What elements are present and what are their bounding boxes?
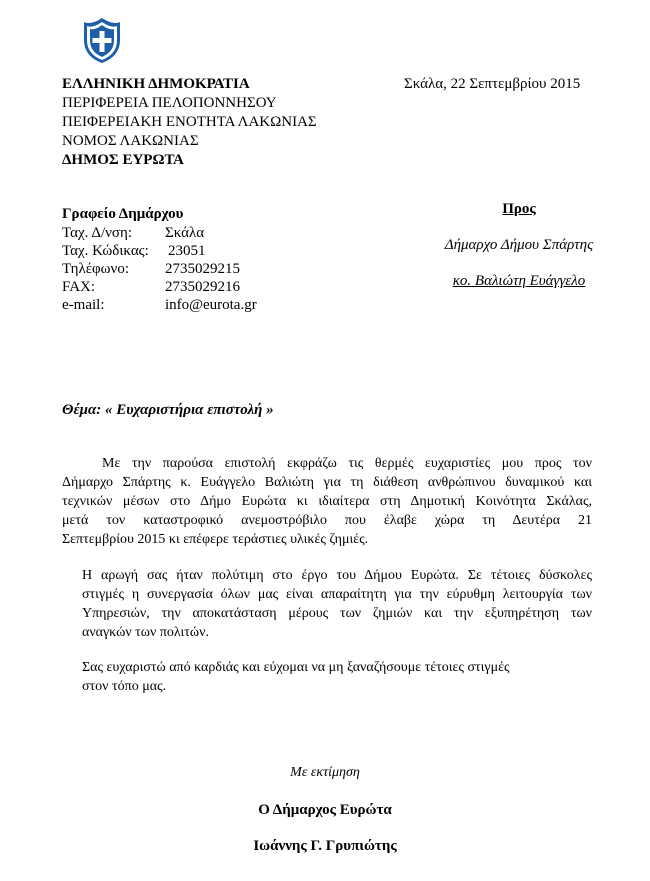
contact-label: FAX:	[62, 279, 96, 295]
contact-label: e-mail:	[62, 297, 105, 313]
contact-row	[62, 224, 205, 242]
contact-value: Σκάλα	[165, 225, 205, 241]
header-regional-unit: ΠΕΙΦΕΡΕΙΑΚΗ ΕΝΟΤΗΤΑ ΛΑΚΩΝΙΑΣ	[62, 114, 317, 130]
body-line: στιγμές η συνεργασία όλων μας είναι απαραίτητη για την εύρυθμη λειτουργία των	[82, 587, 592, 602]
body-paragraph-1	[62, 454, 592, 549]
contact-value: 23051	[168, 243, 206, 259]
body-line: Με την παρούσα επιστολή εκφράζω τις θερμές ευχαριστίες μου προς τον	[102, 456, 592, 471]
contact-row	[62, 278, 240, 296]
body-line: Δήμαρχο Σπάρτης κ. Ευάγγελο Βαλιώτη για τη διάθεση ανθρώπινου δυναμικού και	[62, 475, 592, 490]
body-paragraph-3	[62, 658, 592, 696]
contact-label: Ταχ. Κώδικας:	[62, 243, 149, 259]
recipient-heading: Προς	[502, 201, 536, 217]
contact-row	[62, 296, 257, 314]
body-line: τεχνικών μέσων στο Δήμο Ευρώτα κι ιδιαίτερα στη Δημοτική Κοινότητα Σκάλας,	[62, 494, 592, 509]
body-line: στον τόπο μας.	[82, 679, 167, 694]
contact-value: info@eurota.gr	[165, 297, 257, 313]
body-line: Σεπτεμβρίου 2015 κι επέφερε τεράστιες υλικές ζημιές.	[62, 532, 369, 547]
closing-signatory-name	[0, 837, 650, 856]
header-region: ΠΕΡΙΦΕΡΕΙΑ ΠΕΛΟΠΟΝΝΗΣΟΥ	[62, 95, 277, 111]
recipient-name: κο. Βαλιώτη Ευάγγελο	[452, 273, 586, 289]
body-line: Σας ευχαριστώ από καρδιάς και εύχομαι να μη ξαναζήσουμε τέτοιες στιγμές	[82, 660, 510, 675]
signatory-role-text: Ο Δήμαρχος Ευρώτα	[258, 802, 392, 818]
contact-label: Τηλέφωνο:	[62, 261, 130, 277]
signatory-name-text: Ιωάννης Γ. Γρυπιώτης	[253, 838, 397, 854]
closing-regards-text: Με εκτίμηση	[290, 765, 360, 780]
contact-row	[62, 242, 206, 260]
letter-subject: Θέμα: « Ευχαριστήρια επιστολή »	[62, 402, 274, 418]
contact-label: Ταχ. Δ/νση:	[62, 225, 133, 241]
body-line: Υπηρεσιών, την αποκατάσταση μέρους των ζημιών και την εξυπηρέτηση των	[82, 606, 592, 621]
header-republic: ΕΛΛΗΝΙΚΗ ΔΗΜΟΚΡΑΤΙΑ	[62, 76, 250, 92]
closing-signatory-role	[0, 801, 650, 820]
body-paragraph-2	[62, 566, 592, 642]
body-line: μετά τον καταστροφικό ανεμοστρόβιλο που έλαβε χώρα τη Δευτέρα 21	[62, 513, 592, 528]
issuer-header	[62, 75, 317, 170]
header-prefecture: ΝΟΜΟΣ ΛΑΚΩΝΙΑΣ	[62, 133, 199, 149]
header-municipality: ΔΗΜΟΣ ΕΥΡΩΤΑ	[62, 152, 184, 168]
letter-date: Σκάλα, 22 Σεπτεμβρίου 2015	[404, 76, 581, 92]
closing-regards	[0, 764, 650, 782]
recipient-block	[420, 200, 618, 291]
body-line: αναγκών των πολιτών.	[82, 625, 209, 640]
greek-crest-icon	[76, 14, 128, 66]
contact-value: 2735029215	[165, 261, 240, 277]
contact-value: 2735029216	[165, 279, 240, 295]
contact-row	[62, 260, 240, 278]
office-contact	[62, 205, 257, 314]
recipient-title: Δήμαρχο Δήμου Σπάρτης	[444, 237, 594, 253]
office-title: Γραφείο Δημάρχου	[62, 206, 184, 222]
body-line: Η αρωγή σας ήταν πολύτιμη στο έργο του Δήμου Ευρώτα. Σε τέτοιες δύσκολες	[82, 568, 592, 583]
